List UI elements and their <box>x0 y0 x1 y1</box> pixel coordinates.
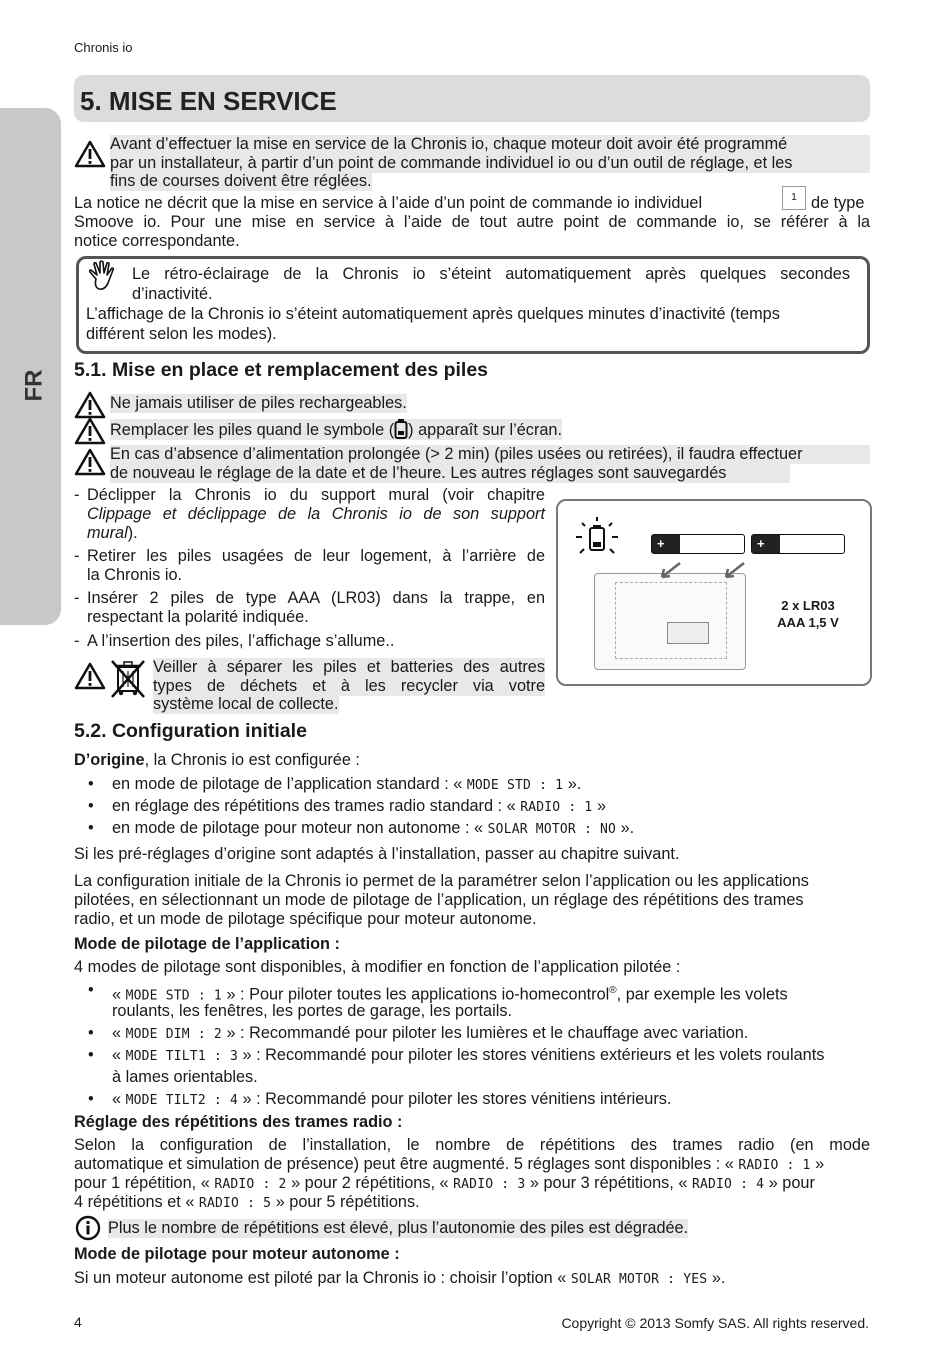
warning-icon <box>74 391 106 419</box>
lcd-code: MODE TILT1 : 3 <box>125 1049 238 1064</box>
bullet-text <box>112 1024 870 1044</box>
step-text-line: A l’insertion des piles, l’affichage s’allume.. <box>87 632 395 650</box>
step-text: ). <box>127 524 138 542</box>
step-text-line: Retirer les piles usagées de leur logement, à l’arrière de <box>87 547 545 565</box>
paragraph-line <box>74 751 360 770</box>
text: en mode de pilotage de l’application standard : « <box>112 775 463 793</box>
text: , par exemple les volets <box>616 985 788 1004</box>
text: » : Recommandé pour piloter les stores vénitiens extérieurs et les volets roulants <box>242 1046 825 1064</box>
text: en réglage des répétitions des trames radio standard : « <box>112 797 516 815</box>
note-text-line: d’inactivité. <box>132 285 213 303</box>
lcd-code: RADIO : 1 <box>520 800 593 815</box>
bullet-text <box>112 819 870 839</box>
lcd-code: RADIO : 4 <box>691 1177 765 1192</box>
text: » <box>815 1155 825 1173</box>
text: » : Recommandé pour piloter les lumières et le chauffage avec variation. <box>226 1024 749 1042</box>
header-doc-name: Chronis io <box>74 40 133 55</box>
step-text-line <box>87 505 545 524</box>
text: » pour 5 répétitions. <box>275 1193 420 1211</box>
text: ». <box>620 819 635 837</box>
text: automatique et simulation de présence) peut être augmenté. 5 réglages sont disponibles : « <box>74 1155 734 1173</box>
battery-symbol-icon <box>394 419 408 439</box>
paragraph-line: de type <box>811 194 865 212</box>
step-text-line <box>87 524 545 543</box>
origin-text: , la Chronis io est configurée : <box>144 751 360 769</box>
paragraph-line: 4 modes de pilotage sont disponibles, à modifier en fonction de l’application pilotée : <box>74 958 681 976</box>
origin-label: D’origine <box>74 751 145 769</box>
lcd-code: SOLAR MOTOR : NO <box>487 822 617 837</box>
paragraph-line: radio, et un mode de pilotage spécifique pour moteur autonome. <box>74 910 537 928</box>
paragraph-line: notice correspondante. <box>74 232 240 250</box>
text: ». <box>711 1269 726 1287</box>
battery-blinking-icon <box>572 515 622 565</box>
step-text-line: Insérer 2 piles de type AAA (LR03) dans la trappe, en <box>87 589 545 607</box>
lcd-code: RADIO : 5 <box>198 1196 272 1211</box>
warning-text-line <box>110 419 562 440</box>
chapter-reference: mural <box>87 524 128 542</box>
remote-control-icon <box>782 186 806 210</box>
info-text: Plus le nombre de répétitions est élevé, plus l’autonomie des piles est dégradée. <box>108 1219 689 1237</box>
recycle-text-line: types de déchets et à les recycler via votre <box>153 677 545 695</box>
warning-text: ) apparaît sur l’écran. <box>408 421 562 439</box>
bullet: • <box>88 797 94 815</box>
language-side-tab <box>0 108 61 625</box>
step-text-line: la Chronis io. <box>87 566 183 584</box>
insert-arrow-icon <box>718 559 748 583</box>
list-dash: - <box>74 632 80 650</box>
battery-aaa <box>751 534 845 554</box>
text: ». <box>567 775 582 793</box>
recycle-text-line: système local de collecte. <box>153 695 339 713</box>
recycle-text-line: Veiller à séparer les piles et batteries des autres <box>153 658 545 676</box>
battery-figure <box>556 499 872 686</box>
list-dash: - <box>74 547 80 565</box>
warning-icon <box>74 448 106 476</box>
copyright: Copyright © 2013 Somfy SAS. All rights reserved. <box>561 1315 869 1331</box>
text: » : Pour piloter toutes les applications io-homecontrol <box>226 985 610 1004</box>
bullet-text <box>112 775 870 795</box>
text: » pour 3 répétitions, « <box>529 1174 688 1192</box>
paragraph-line <box>74 1155 824 1175</box>
paragraph-line <box>74 1269 725 1289</box>
remote-badge: 1 <box>791 192 797 203</box>
warning-icon <box>74 417 106 445</box>
lcd-code: MODE STD : 1 <box>125 988 222 1004</box>
paragraph-line: Si les pré-réglages d’origine sont adaptés à l’installation, passer au chapitre suivant. <box>74 845 680 863</box>
text: 4 répétitions et « <box>74 1193 195 1211</box>
step-text-line: Déclipper la Chronis io du support mural (voir chapitre <box>87 486 545 504</box>
list-dash: - <box>74 589 80 607</box>
paragraph-line: La notice ne décrit que la mise en service à l’aide d’un point de commande io individuel <box>74 194 703 212</box>
note-text-line: L’affichage de la Chronis io s’éteint automatiquement après quelques minutes d’inactivité (temps <box>86 305 780 323</box>
chapter-reference: Clippage et déclippage de la Chronis io de son support <box>87 505 545 523</box>
warning-text-line: fins de courses doivent être réglées. <box>110 172 372 190</box>
text: » pour <box>768 1174 815 1192</box>
subsection-title: 5.2. Configuration initiale <box>74 720 307 742</box>
note-text-line: différent selon les modes). <box>86 325 277 343</box>
lcd-code: SOLAR MOTOR : YES <box>570 1272 708 1287</box>
text: » : Recommandé pour piloter les stores vénitiens intérieurs. <box>242 1090 672 1108</box>
subsection-title: 5.1. Mise en place et remplacement des piles <box>74 359 489 381</box>
registered-mark: ® <box>609 985 617 996</box>
paragraph-line <box>74 1174 870 1194</box>
paragraph-heading: Réglage des répétitions des trames radio : <box>74 1113 403 1131</box>
bullet: • <box>88 819 94 837</box>
warning-text-line: En cas d’absence d’alimentation prolongée (> 2 min) (piles usées ou retirées), il faudra effectuer <box>110 445 870 464</box>
insert-arrow-icon <box>654 559 684 583</box>
step-text-line: respectant la polarité indiquée. <box>87 608 309 626</box>
bullet-text <box>112 1046 870 1066</box>
list-dash: - <box>74 486 80 504</box>
battery-aaa <box>651 534 745 554</box>
warning-text-line: de nouveau le réglage de la date et de l’heure. Les autres réglages sont sauvegardés <box>110 464 790 483</box>
battery-plus-label: + <box>757 536 765 551</box>
section-title-bar <box>74 75 870 122</box>
figure-label: AAA 1,5 V <box>777 615 839 630</box>
bullet-text <box>112 797 870 817</box>
lcd-code: MODE DIM : 2 <box>125 1027 222 1042</box>
lcd-code: RADIO : 3 <box>453 1177 526 1192</box>
text: Si un moteur autonome est piloté par la Chronis io : choisir l’option « <box>74 1269 567 1287</box>
bullet-text <box>112 1090 870 1110</box>
section-title: 5. MISE EN SERVICE <box>80 86 337 116</box>
paragraph-line: Selon la configuration de l’installation, le nombre de répétitions des trames radio (en mode <box>74 1136 870 1154</box>
warning-text-line: Ne jamais utiliser de piles rechargeables. <box>110 394 407 412</box>
warning-text-line: par un installateur, à partir d’un point de commande individuel io ou d’un outil de réglage, et les <box>110 154 870 173</box>
device-back-illustration <box>594 573 746 670</box>
paragraph-heading: Mode de pilotage de l’application : <box>74 935 340 953</box>
bullet: • <box>88 1024 94 1042</box>
crossed-bin-icon <box>108 657 148 699</box>
lcd-code: RADIO : 1 <box>738 1158 811 1173</box>
bullet: • <box>88 1046 94 1064</box>
text: » <box>596 797 607 815</box>
warning-icon <box>74 140 106 168</box>
warning-text: Remplacer les piles quand le symbole ( <box>110 421 395 439</box>
paragraph-line <box>74 1193 420 1213</box>
lcd-code: RADIO : 2 <box>214 1177 287 1192</box>
bullet: • <box>88 775 94 793</box>
text: « <box>112 1046 122 1064</box>
paragraph-heading: Mode de pilotage pour moteur autonome : <box>74 1245 400 1263</box>
text: « <box>112 985 122 1004</box>
bullet-text: à lames orientables. <box>112 1068 258 1086</box>
figure-label: 2 x LR03 <box>781 598 835 613</box>
text: « <box>112 1090 122 1108</box>
page-number: 4 <box>74 1314 82 1330</box>
note-text-line: Le rétro-éclairage de la Chronis io s’éteint automatiquement après quelques secondes <box>132 265 850 283</box>
lcd-code: MODE TILT2 : 4 <box>125 1093 238 1108</box>
lcd-code: MODE STD : 1 <box>466 778 564 793</box>
bullet: • <box>88 981 94 999</box>
paragraph-line: pilotées, en sélectionnant un mode de pilotage de l’application, un réglage des répétitions des trames <box>74 891 804 909</box>
text: en mode de pilotage pour moteur non autonome : « <box>112 819 484 837</box>
language-label: FR <box>20 369 48 402</box>
bullet-text: roulants, les fenêtres, les portes de garage, les portails. <box>112 1002 513 1020</box>
bullet: • <box>88 1090 94 1108</box>
paragraph-line: Smoove io. Pour une mise en service à l’aide de tout autre point de commande io, se référer à la <box>74 213 870 231</box>
battery-plus-label: + <box>657 536 665 551</box>
text: » pour 2 répétitions, « <box>291 1174 449 1192</box>
text: pour 1 répétition, « <box>74 1174 210 1192</box>
warning-icon <box>74 662 106 690</box>
text: « <box>112 1024 122 1042</box>
info-icon <box>75 1215 101 1241</box>
hand-icon <box>86 259 120 293</box>
warning-text-line: Avant d’effectuer la mise en service de la Chronis io, chaque moteur doit avoir été programmé <box>110 135 870 154</box>
paragraph-line: La configuration initiale de la Chronis io permet de la paramétrer selon l’application ou les applications <box>74 872 809 890</box>
